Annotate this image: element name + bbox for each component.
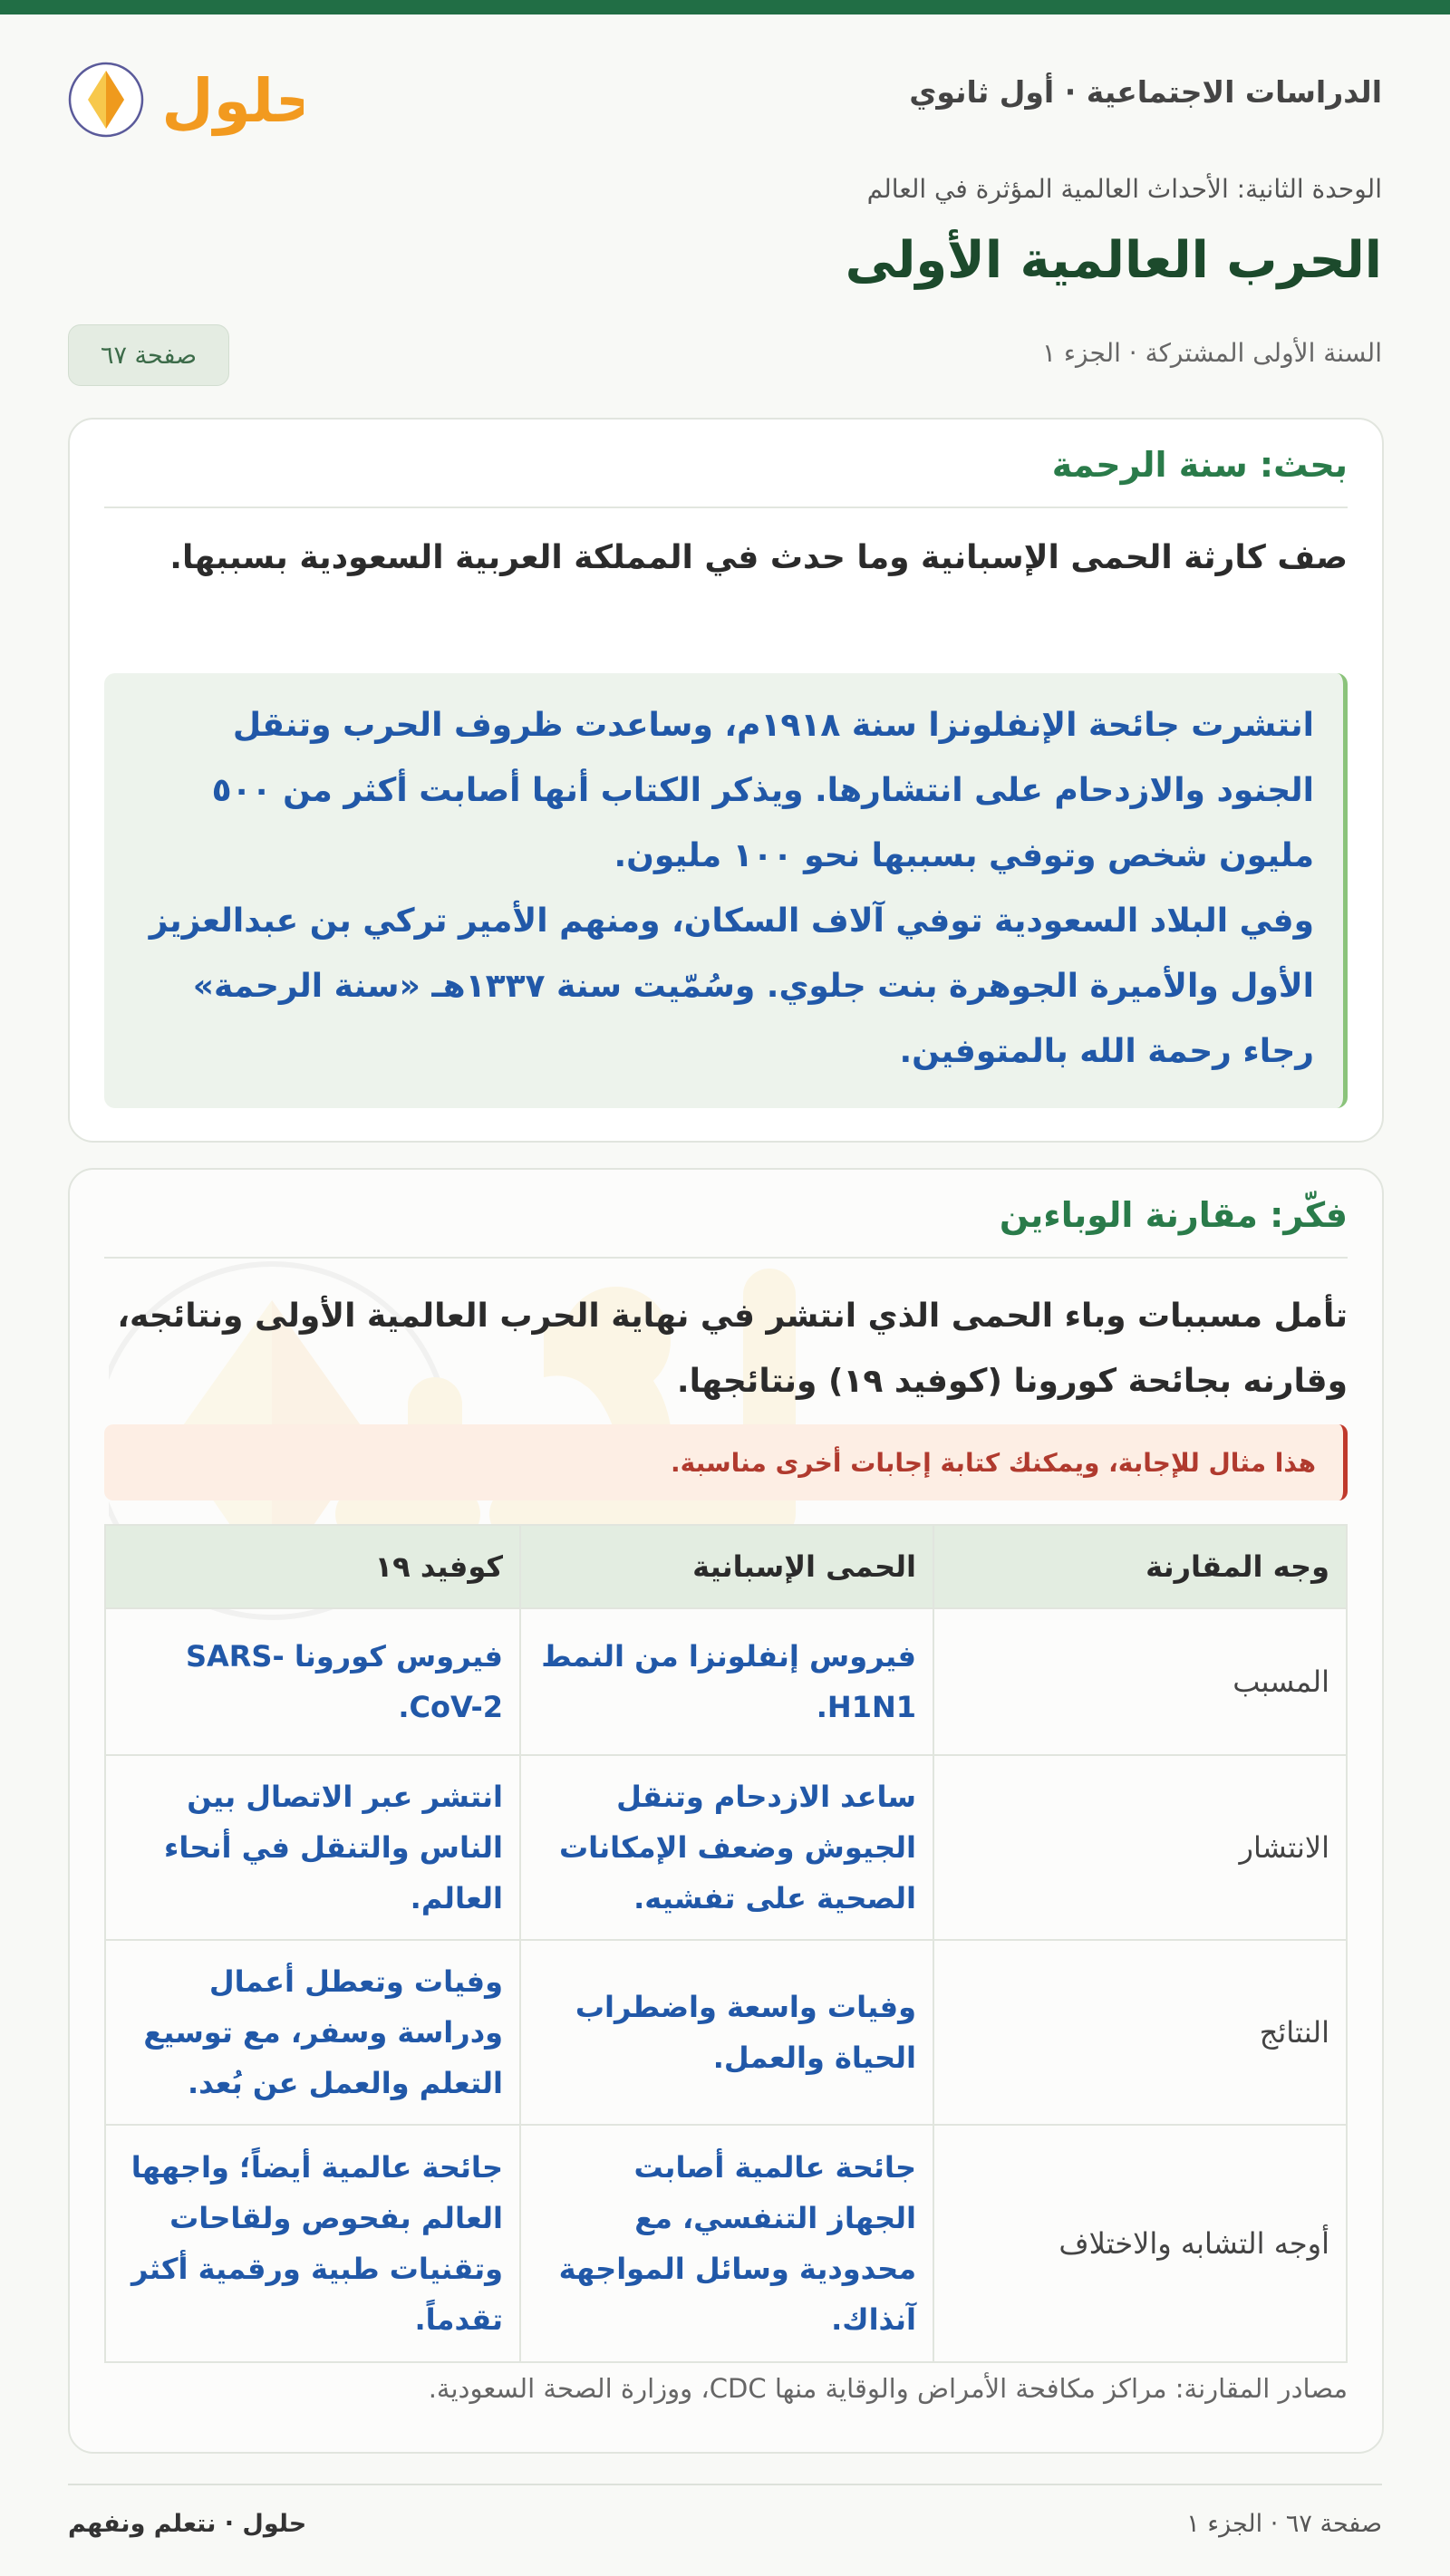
research-answer-box bbox=[104, 673, 1348, 1108]
answer-paragraph: انتشرت جائحة الإنفلونزا سنة ١٩١٨م، وساعدت ظروف الحرب وتنقل الجنود والازدحام على انتشارها. ويذكر الكتاب أنها أصابت أكثر من ٥٠٠ مليون شخص وتوفي بسببها نحو ١٠٠ مليون. bbox=[211, 707, 1314, 874]
table-row bbox=[105, 2125, 1347, 2362]
table-row bbox=[105, 1608, 1347, 1755]
brand-logo bbox=[68, 51, 304, 141]
lesson-meta: السنة الأولى المشتركة · الجزء ١ bbox=[1041, 338, 1382, 368]
divider bbox=[104, 507, 1348, 508]
table-row bbox=[105, 1755, 1347, 1940]
table-header-cell: وجه المقارنة bbox=[933, 1525, 1347, 1608]
top-accent-bar bbox=[0, 0, 1450, 14]
subject-title: الدراسات الاجتماعية · أول ثانوي bbox=[909, 74, 1382, 110]
answer-cell: جائحة عالمية أصابت الجهاز التنفسي، مع محدودية وسائل المواجهة آنذاك. bbox=[520, 2125, 933, 2362]
page-header bbox=[68, 51, 1382, 141]
table-header-cell: كوفيد ١٩ bbox=[105, 1525, 520, 1608]
comparison-card bbox=[68, 1168, 1384, 2454]
aspect-cell: الانتشار bbox=[933, 1755, 1347, 1940]
comparison-sources: مصادر المقارنة: مراكز مكافحة الأمراض والوقاية منها CDC، ووزارة الصحة السعودية. bbox=[428, 2373, 1348, 2404]
answer-cell: فيروس كورونا SARS-CoV-2. bbox=[105, 1608, 520, 1755]
research-card bbox=[68, 418, 1384, 1143]
table-header-cell: الحمى الإسبانية bbox=[520, 1525, 933, 1608]
comparison-question: تأمل مسببات وباء الحمى الذي انتشر في نهاية الحرب العالمية الأولى ونتائجه، وقارنه بجائحة كورونا (كوفيد ١٩) ونتائجها. bbox=[117, 1298, 1348, 1400]
answer-cell: جائحة عالمية أيضاً؛ واجهها العالم بفحوص ولقاحات وتقنيات طبية ورقمية أكثر تقدماً. bbox=[105, 2125, 520, 2362]
table-header-row bbox=[105, 1525, 1347, 1608]
aspect-cell: أوجه التشابه والاختلاف bbox=[933, 2125, 1347, 2362]
answer-cell: انتشر عبر الاتصال بين الناس والتنقل في أنحاء العالم. bbox=[105, 1755, 520, 1940]
footer-divider bbox=[68, 2484, 1382, 2485]
footer-brand: حلول · نتعلم ونفهم bbox=[68, 2510, 307, 2538]
footer-page-info: صفحة ٦٧ · الجزء ١ bbox=[1186, 2510, 1382, 2538]
comparison-card-title: فكّر: مقارنة الوباءين bbox=[999, 1195, 1348, 1235]
table-row bbox=[105, 1940, 1347, 2125]
answer-cell: وفيات واسعة واضطراب الحياة والعمل. bbox=[520, 1940, 933, 2125]
logo-icon bbox=[68, 51, 304, 141]
page-number-badge: صفحة ٦٧ bbox=[68, 324, 229, 386]
aspect-cell: المسبب bbox=[933, 1608, 1347, 1755]
research-card-title: بحث: سنة الرحمة bbox=[1051, 445, 1348, 485]
answer-paragraph: وفي البلاد السعودية توفي آلاف السكان، ومنهم الأمير تركي بن عبدالعزيز الأول والأميرة الجوهرة بنت جلوي. وسُمّيت سنة ١٣٣٧هـ «سنة الرحمة» رجاء رحمة الله بالمتوفين. bbox=[149, 902, 1314, 1070]
comparison-table bbox=[104, 1524, 1348, 2363]
answer-cell: فيروس إنفلونزا من النمط H1N1. bbox=[520, 1608, 933, 1755]
research-question: صف كارثة الحمى الإسبانية وما حدث في المملكة العربية السعودية بسببها. bbox=[169, 539, 1348, 576]
logo-wordmark: حلول bbox=[161, 66, 304, 136]
divider bbox=[104, 1257, 1348, 1259]
aspect-cell: النتائج bbox=[933, 1940, 1347, 2125]
lesson-title: الحرب العالمية الأولى bbox=[845, 231, 1382, 290]
answer-cell: ساعد الازدحام وتنقل الجيوش وضعف الإمكانات الصحية على تفشيه. bbox=[520, 1755, 933, 1940]
answer-note: هذا مثال للإجابة، ويمكنك كتابة إجابات أخرى مناسبة. bbox=[104, 1424, 1348, 1500]
answer-cell: وفيات وتعطل أعمال ودراسة وسفر، مع توسيع التعلم والعمل عن بُعد. bbox=[105, 1940, 520, 2125]
unit-label: الوحدة الثانية: الأحداث العالمية المؤثرة في العالم bbox=[866, 174, 1382, 204]
